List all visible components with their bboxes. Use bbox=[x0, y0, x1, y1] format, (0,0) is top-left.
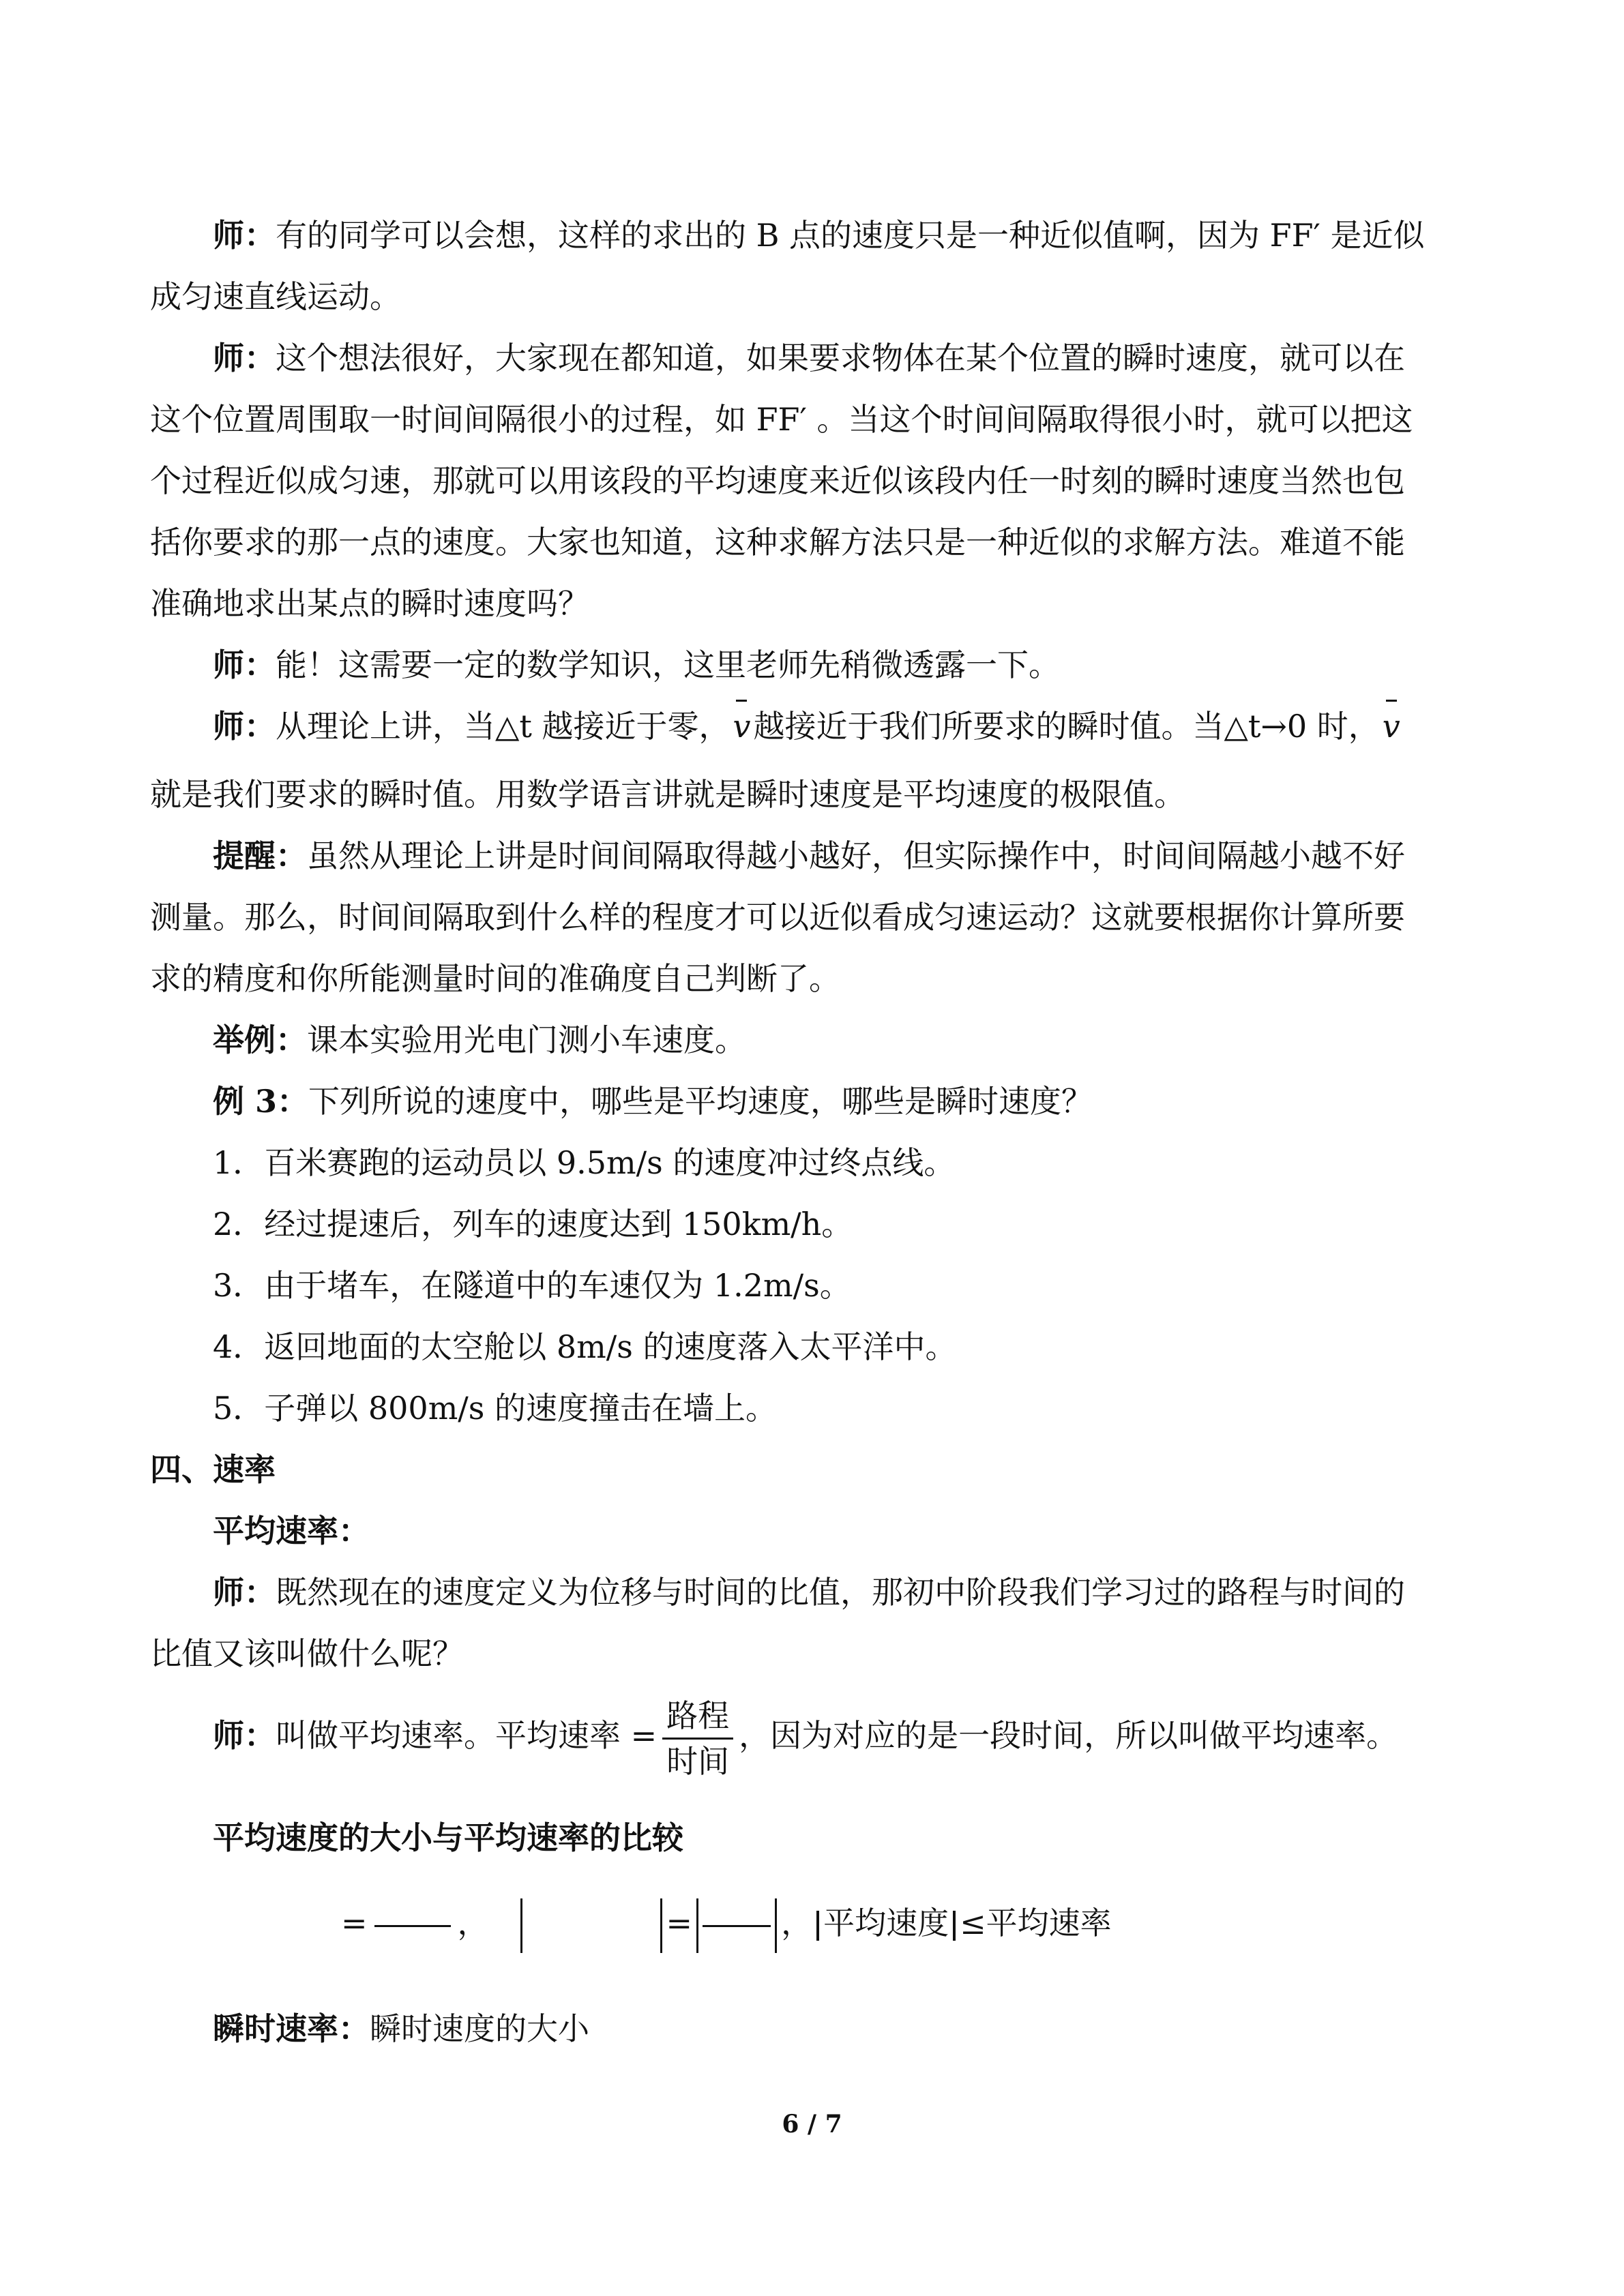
text-line: 下列所说的速度中，哪些是平均速度，哪些是瞬时速度？ bbox=[308, 1083, 1093, 1120]
v-bar-symbol: v bbox=[730, 696, 753, 757]
fraction-denominator: 时间 bbox=[666, 1742, 730, 1780]
formula-tail: ≤平均速率 bbox=[960, 1905, 1112, 1941]
list-item: 4．返回地面的太空舱以 8m/s 的速度落入太平洋中。 bbox=[213, 1328, 957, 1365]
text-line: 虽然从理论上讲是时间间隔取得越小越好，但实际操作中，时间间隔越小越不好 bbox=[307, 837, 1405, 874]
abs-bar bbox=[953, 1911, 956, 1941]
text-line: 括你要求的那一点的速度。大家也知道，这种求解方法只是一种近似的求解方法。难道不能 bbox=[150, 524, 1405, 561]
formula-comma: ， bbox=[781, 1905, 813, 1941]
text-line: 课本实验用光电门测小车速度。 bbox=[307, 1022, 746, 1058]
text-line: 个过程近似成匀速，那就可以用该段的平均速度来近似该段内任一时刻的瞬时速度当然也包 bbox=[150, 462, 1405, 499]
example-label: 举例： bbox=[213, 1022, 307, 1058]
abs-bar bbox=[660, 1898, 662, 1953]
text-line: 越接近于我们所要求的瞬时值。当△t→0 时， bbox=[753, 708, 1380, 745]
text-line: ，因为对应的是一段时间，所以叫做平均速率。 bbox=[739, 1717, 1398, 1754]
speaker-label: 师： bbox=[213, 340, 276, 376]
formula-result: 平均速度 bbox=[823, 1905, 949, 1941]
paragraph-teacher-3 bbox=[150, 634, 1536, 696]
text-line: 求的精度和你所能测量时间的准确度自己判断了。 bbox=[150, 960, 840, 997]
formula-equals: = bbox=[666, 1905, 693, 1941]
list-item: 3．由于堵车，在隧道中的车速仅为 1.2m/s。 bbox=[213, 1267, 851, 1304]
text-line: 成匀速直线运动。 bbox=[150, 278, 401, 315]
paragraph-teacher-4 bbox=[150, 696, 1536, 757]
v-bar-symbol: v bbox=[1380, 696, 1403, 757]
speaker-label: 师： bbox=[213, 217, 276, 254]
text-line: 这个位置周围取一时间间隔很小的过程，如 FF′ 。当这个时间间隔取得很小时，就可以把这 bbox=[150, 401, 1413, 438]
text-line: 就是我们要求的瞬时值。用数学语言讲就是瞬时速度是平均速度的极限值。 bbox=[150, 776, 1185, 813]
abs-bar bbox=[775, 1898, 777, 1953]
paragraph-reminder bbox=[150, 825, 1536, 886]
list-item: 5．子弹以 800m/s 的速度撞击在墙上。 bbox=[213, 1390, 778, 1427]
paragraph-instant-speed bbox=[150, 1998, 1536, 2059]
fraction bbox=[662, 1694, 733, 1783]
abs-bar bbox=[520, 1898, 522, 1953]
text-line: 测量。那么，时间间隔取到什么样的程度才可以近似看成匀速运动？这就要根据你计算所要 bbox=[150, 899, 1405, 936]
list-item: 1．百米赛跑的运动员以 9.5m/s 的速度冲过终点线。 bbox=[213, 1144, 956, 1181]
paragraph-teacher-2 bbox=[150, 327, 1536, 389]
speaker-label: 师： bbox=[213, 708, 276, 745]
text-line: 有的同学可以会想，这样的求出的 B 点的速度只是一种近似值啊，因为 FF′ 是近似 bbox=[276, 217, 1425, 254]
abs-bar bbox=[696, 1898, 698, 1953]
fraction-bar bbox=[703, 1925, 771, 1927]
speaker-label: 师： bbox=[213, 646, 276, 683]
paragraph-example-intro bbox=[150, 1009, 1536, 1071]
paragraph-teacher-1 bbox=[150, 205, 1536, 266]
text-line: 比值又该叫做什么呢？ bbox=[150, 1635, 464, 1672]
subheading-average-speed: 平均速率： bbox=[213, 1512, 370, 1549]
formula-equals: = bbox=[341, 1905, 368, 1941]
paragraph-teacher-5 bbox=[150, 1562, 1536, 1623]
text-line: 瞬时速度的大小 bbox=[370, 2010, 589, 2047]
text-line: 这个想法很好，大家现在都知道，如果要求物体在某个位置的瞬时速度，就可以在 bbox=[276, 340, 1405, 376]
formula-comma: ， bbox=[457, 1905, 489, 1941]
text-line: 能！这需要一定的数学知识，这里老师先稍微透露一下。 bbox=[276, 646, 1060, 683]
paragraph-example-3 bbox=[150, 1071, 1536, 1132]
comparison-formula bbox=[150, 1889, 1624, 1957]
section-heading: 四、速率 bbox=[150, 1451, 276, 1488]
text-line: 既然现在的速度定义为位移与时间的比值，那初中阶段我们学习过的路程与时间的 bbox=[276, 1574, 1405, 1611]
abs-bar bbox=[816, 1911, 819, 1941]
comparison-heading: 平均速度的大小与平均速率的比较 bbox=[213, 1819, 683, 1856]
definition-label: 瞬时速率： bbox=[213, 2010, 370, 2047]
page-number: 6 / 7 bbox=[782, 2110, 842, 2138]
text-line: 叫做平均速率。平均速率 = bbox=[276, 1717, 658, 1754]
example-label: 例 3： bbox=[213, 1083, 309, 1120]
fraction-numerator: 路程 bbox=[662, 1694, 733, 1740]
speaker-label: 师： bbox=[213, 1717, 276, 1754]
paragraph-teacher-6 bbox=[150, 1684, 1536, 1787]
speaker-label: 师： bbox=[213, 1574, 276, 1611]
text-line: 准确地求出某点的瞬时速度吗？ bbox=[150, 585, 589, 622]
text-line: 从理论上讲，当△t 越接近于零， bbox=[276, 708, 730, 745]
list-item: 2．经过提速后，列车的速度达到 150km/h。 bbox=[213, 1206, 853, 1242]
reminder-label: 提醒： bbox=[213, 837, 307, 874]
fraction-bar bbox=[374, 1925, 451, 1927]
